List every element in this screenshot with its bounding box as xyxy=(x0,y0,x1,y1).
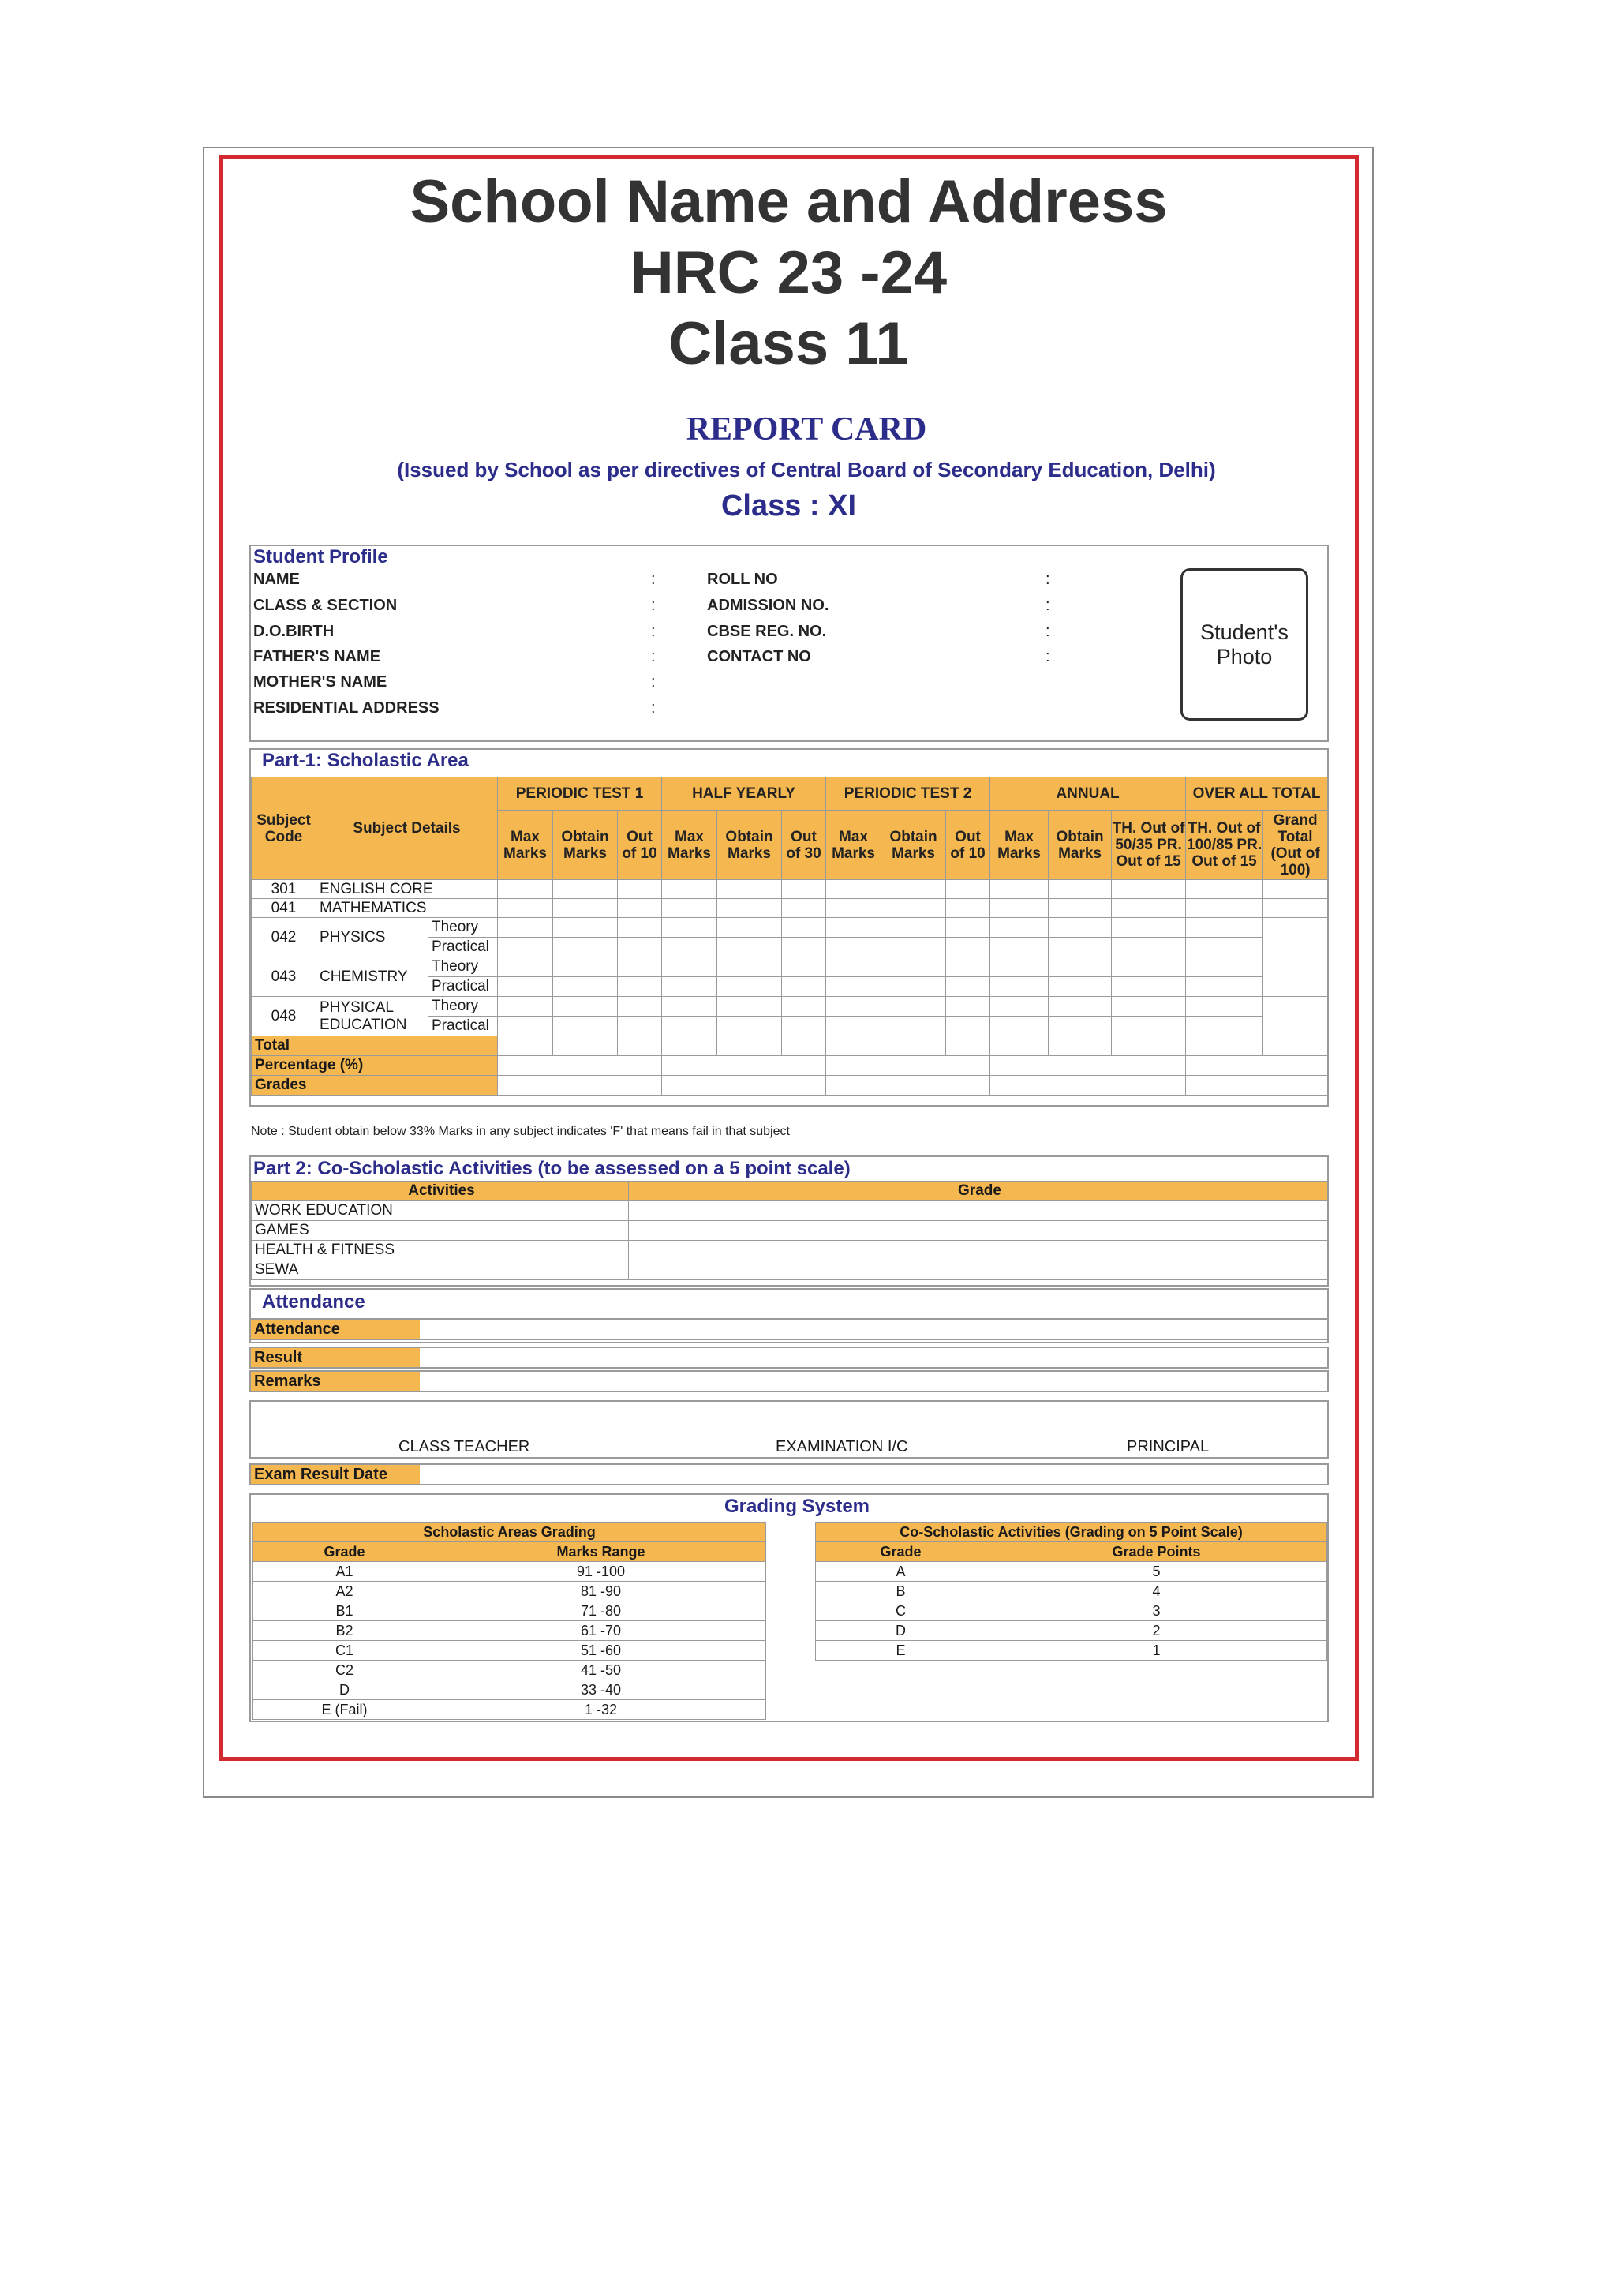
subject-name: PHYSICAL EDUCATION xyxy=(316,997,428,1036)
table-row xyxy=(253,1680,766,1700)
subject-code: 048 xyxy=(252,997,316,1036)
co-scholastic-grading-title: Co-Scholastic Activities (Grading on 5 Point Scale) xyxy=(816,1523,1327,1542)
range-cell: 33 -40 xyxy=(436,1680,766,1700)
field-cbse-reg-label: CBSE REG. NO. xyxy=(707,623,827,640)
table-row xyxy=(253,1601,766,1621)
max-marks-header: Max Marks xyxy=(498,811,553,880)
grades-label: Grades xyxy=(252,1076,498,1096)
principal-signature: PRINCIPAL xyxy=(1127,1438,1210,1455)
range-cell: 1 -32 xyxy=(436,1700,766,1720)
obtain-marks-header: Obtain Marks xyxy=(1049,811,1112,880)
points-cell: 3 xyxy=(986,1601,1327,1621)
subject-code: 301 xyxy=(252,880,316,899)
colon: : xyxy=(1046,648,1050,665)
field-admission-no-label: ADMISSION NO. xyxy=(707,597,829,614)
colon: : xyxy=(1046,571,1050,588)
school-name: School Name and Address xyxy=(410,168,1168,235)
class-teacher-signature: CLASS TEACHER xyxy=(398,1438,530,1455)
table-row xyxy=(252,1201,1328,1221)
practical-label: Practical xyxy=(428,1017,498,1036)
grade-cell: A xyxy=(816,1562,986,1582)
grade-header: Grade xyxy=(253,1542,436,1562)
theory-label: Theory xyxy=(428,997,498,1017)
table-row xyxy=(253,1661,766,1680)
obtain-marks-header: Obtain Marks xyxy=(881,811,946,880)
co-scholastic-title: Part 2: Co-Scholastic Activities (to be assessed on a 5 point scale) xyxy=(253,1158,851,1179)
remarks-label: Remarks xyxy=(251,1372,420,1391)
table-row xyxy=(252,1221,1328,1241)
examination-ic-signature: EXAMINATION I/C xyxy=(776,1438,908,1455)
range-cell: 91 -100 xyxy=(436,1562,766,1582)
scholastic-title: Part-1: Scholastic Area xyxy=(262,750,469,771)
colon: : xyxy=(651,699,656,717)
table-row xyxy=(253,1641,766,1661)
percentage-row xyxy=(252,1056,1328,1076)
activity-name: WORK EDUCATION xyxy=(252,1201,629,1221)
field-address-label: RESIDENTIAL ADDRESS xyxy=(253,699,440,717)
colon: : xyxy=(651,673,656,691)
overall-total-header: OVER ALL TOTAL xyxy=(1186,777,1328,811)
overall-th-pr-header: TH. Out of 100/85 PR. Out of 15 xyxy=(1186,811,1263,880)
activity-name: SEWA xyxy=(252,1260,629,1280)
range-cell: 71 -80 xyxy=(436,1601,766,1621)
table-row xyxy=(252,997,1328,1017)
table-header-row xyxy=(252,1182,1328,1201)
subject-name: CHEMISTRY xyxy=(316,957,428,997)
scholastic-table xyxy=(251,777,1328,1096)
colon: : xyxy=(651,648,656,665)
table-row xyxy=(253,1700,766,1720)
table-row xyxy=(816,1641,1327,1661)
table-row xyxy=(252,880,1328,899)
field-dob-label: D.O.BIRTH xyxy=(253,623,335,640)
fail-note: Note : Student obtain below 33% Marks in any subject indicates 'F' that means fail in that subject xyxy=(251,1125,790,1138)
out-of-header: Out of 10 xyxy=(618,811,662,880)
session-title: HRC 23 -24 xyxy=(630,239,948,306)
table-row xyxy=(816,1562,1327,1582)
student-profile-title: Student Profile xyxy=(253,546,388,567)
grand-total-header: Grand Total (Out of 100) xyxy=(1263,811,1328,880)
table-row xyxy=(253,1582,766,1601)
points-cell: 2 xyxy=(986,1621,1327,1641)
percentage-label: Percentage (%) xyxy=(252,1056,498,1076)
practical-label: Practical xyxy=(428,977,498,997)
grade-header: Grade xyxy=(816,1542,986,1562)
colon: : xyxy=(1046,597,1050,614)
subject-name: MATHEMATICS xyxy=(316,899,498,918)
colon: : xyxy=(1046,623,1050,640)
range-cell: 81 -90 xyxy=(436,1582,766,1601)
grading-system-title: Grading System xyxy=(724,1496,870,1517)
exam-result-date-label: Exam Result Date xyxy=(251,1465,420,1484)
table-row xyxy=(816,1621,1327,1641)
grade-cell: C1 xyxy=(253,1641,436,1661)
out-of-header: Out of 30 xyxy=(782,811,826,880)
attendance-label: Attendance xyxy=(251,1320,420,1339)
grade-cell: E (Fail) xyxy=(253,1700,436,1720)
field-contact-no-label: CONTACT NO xyxy=(707,648,811,665)
grade-cell: A1 xyxy=(253,1562,436,1582)
range-cell: 41 -50 xyxy=(436,1661,766,1680)
co-scholastic-grading-table xyxy=(815,1522,1327,1661)
grade-cell: B xyxy=(816,1582,986,1601)
grade-cell: E xyxy=(816,1641,986,1661)
grade-header: Grade xyxy=(629,1182,1328,1201)
grade-points-header: Grade Points xyxy=(986,1542,1327,1562)
total-row xyxy=(252,1036,1328,1056)
field-class-section-label: CLASS & SECTION xyxy=(253,597,398,614)
report-card-class: Class : XI xyxy=(720,489,857,522)
obtain-marks-header: Obtain Marks xyxy=(717,811,782,880)
half-yearly-header: HALF YEARLY xyxy=(662,777,826,811)
points-cell: 5 xyxy=(986,1562,1327,1582)
student-photo-placeholder: Student's Photo xyxy=(1180,568,1308,721)
periodic-test-2-header: PERIODIC TEST 2 xyxy=(826,777,990,811)
max-marks-header: Max Marks xyxy=(990,811,1049,880)
table-row xyxy=(252,1241,1328,1260)
remarks-row xyxy=(249,1370,1329,1392)
subject-code-header: Subject Code xyxy=(252,777,316,880)
max-marks-header: Max Marks xyxy=(826,811,881,880)
grades-row xyxy=(252,1076,1328,1096)
result-row xyxy=(249,1347,1329,1369)
report-card-subtitle: (Issued by School as per directives of Central Board of Secondary Education, Delhi) xyxy=(397,458,1216,481)
annual-header: ANNUAL xyxy=(990,777,1186,811)
subject-name: PHYSICS xyxy=(316,918,428,957)
class-title: Class 11 xyxy=(668,310,909,377)
activity-name: GAMES xyxy=(252,1221,629,1241)
scholastic-grading-title: Scholastic Areas Grading xyxy=(253,1523,766,1542)
table-row xyxy=(252,1260,1328,1280)
max-marks-header: Max Marks xyxy=(662,811,717,880)
field-father-name-label: FATHER'S NAME xyxy=(253,648,381,665)
obtain-marks-header: Obtain Marks xyxy=(553,811,618,880)
activity-name: HEALTH & FITNESS xyxy=(252,1241,629,1260)
colon: : xyxy=(651,597,656,614)
subject-code: 043 xyxy=(252,957,316,997)
field-name-label: NAME xyxy=(253,571,300,588)
attendance-title: Attendance xyxy=(262,1291,365,1313)
grade-cell: C2 xyxy=(253,1661,436,1680)
theory-label: Theory xyxy=(428,957,498,977)
table-row xyxy=(253,1562,766,1582)
subject-code: 042 xyxy=(252,918,316,957)
annual-th-pr-header: TH. Out of 50/35 PR. Out of 15 xyxy=(1112,811,1186,880)
grade-cell: D xyxy=(816,1621,986,1641)
grade-cell: D xyxy=(253,1680,436,1700)
report-card-title: REPORT CARD xyxy=(686,411,927,448)
attendance-row xyxy=(249,1318,1329,1340)
table-row xyxy=(816,1582,1327,1601)
practical-label: Practical xyxy=(428,938,498,957)
field-roll-no-label: ROLL NO xyxy=(707,571,778,588)
range-cell: 51 -60 xyxy=(436,1641,766,1661)
table-row xyxy=(253,1621,766,1641)
table-row xyxy=(252,899,1328,918)
table-row xyxy=(816,1601,1327,1621)
table-row xyxy=(252,918,1328,938)
out-of-header: Out of 10 xyxy=(946,811,990,880)
marks-range-header: Marks Range xyxy=(436,1542,766,1562)
theory-label: Theory xyxy=(428,918,498,938)
exam-result-date-row xyxy=(249,1463,1329,1485)
points-cell: 1 xyxy=(986,1641,1327,1661)
colon: : xyxy=(651,623,656,640)
total-label: Total xyxy=(252,1036,498,1056)
result-label: Result xyxy=(251,1348,420,1367)
grade-cell: C xyxy=(816,1601,986,1621)
co-scholastic-table xyxy=(251,1181,1328,1280)
range-cell: 61 -70 xyxy=(436,1621,766,1641)
subject-code: 041 xyxy=(252,899,316,918)
scholastic-grading-table xyxy=(252,1522,766,1720)
field-mother-name-label: MOTHER'S NAME xyxy=(253,673,387,691)
table-row xyxy=(252,957,1328,977)
grade-cell: B2 xyxy=(253,1621,436,1641)
subject-details-header: Subject Details xyxy=(316,777,498,880)
points-cell: 4 xyxy=(986,1582,1327,1601)
grade-cell: A2 xyxy=(253,1582,436,1601)
colon: : xyxy=(651,571,656,588)
grade-cell: B1 xyxy=(253,1601,436,1621)
activities-header: Activities xyxy=(252,1182,629,1201)
periodic-test-1-header: PERIODIC TEST 1 xyxy=(498,777,662,811)
subject-name: ENGLISH CORE xyxy=(316,880,498,899)
